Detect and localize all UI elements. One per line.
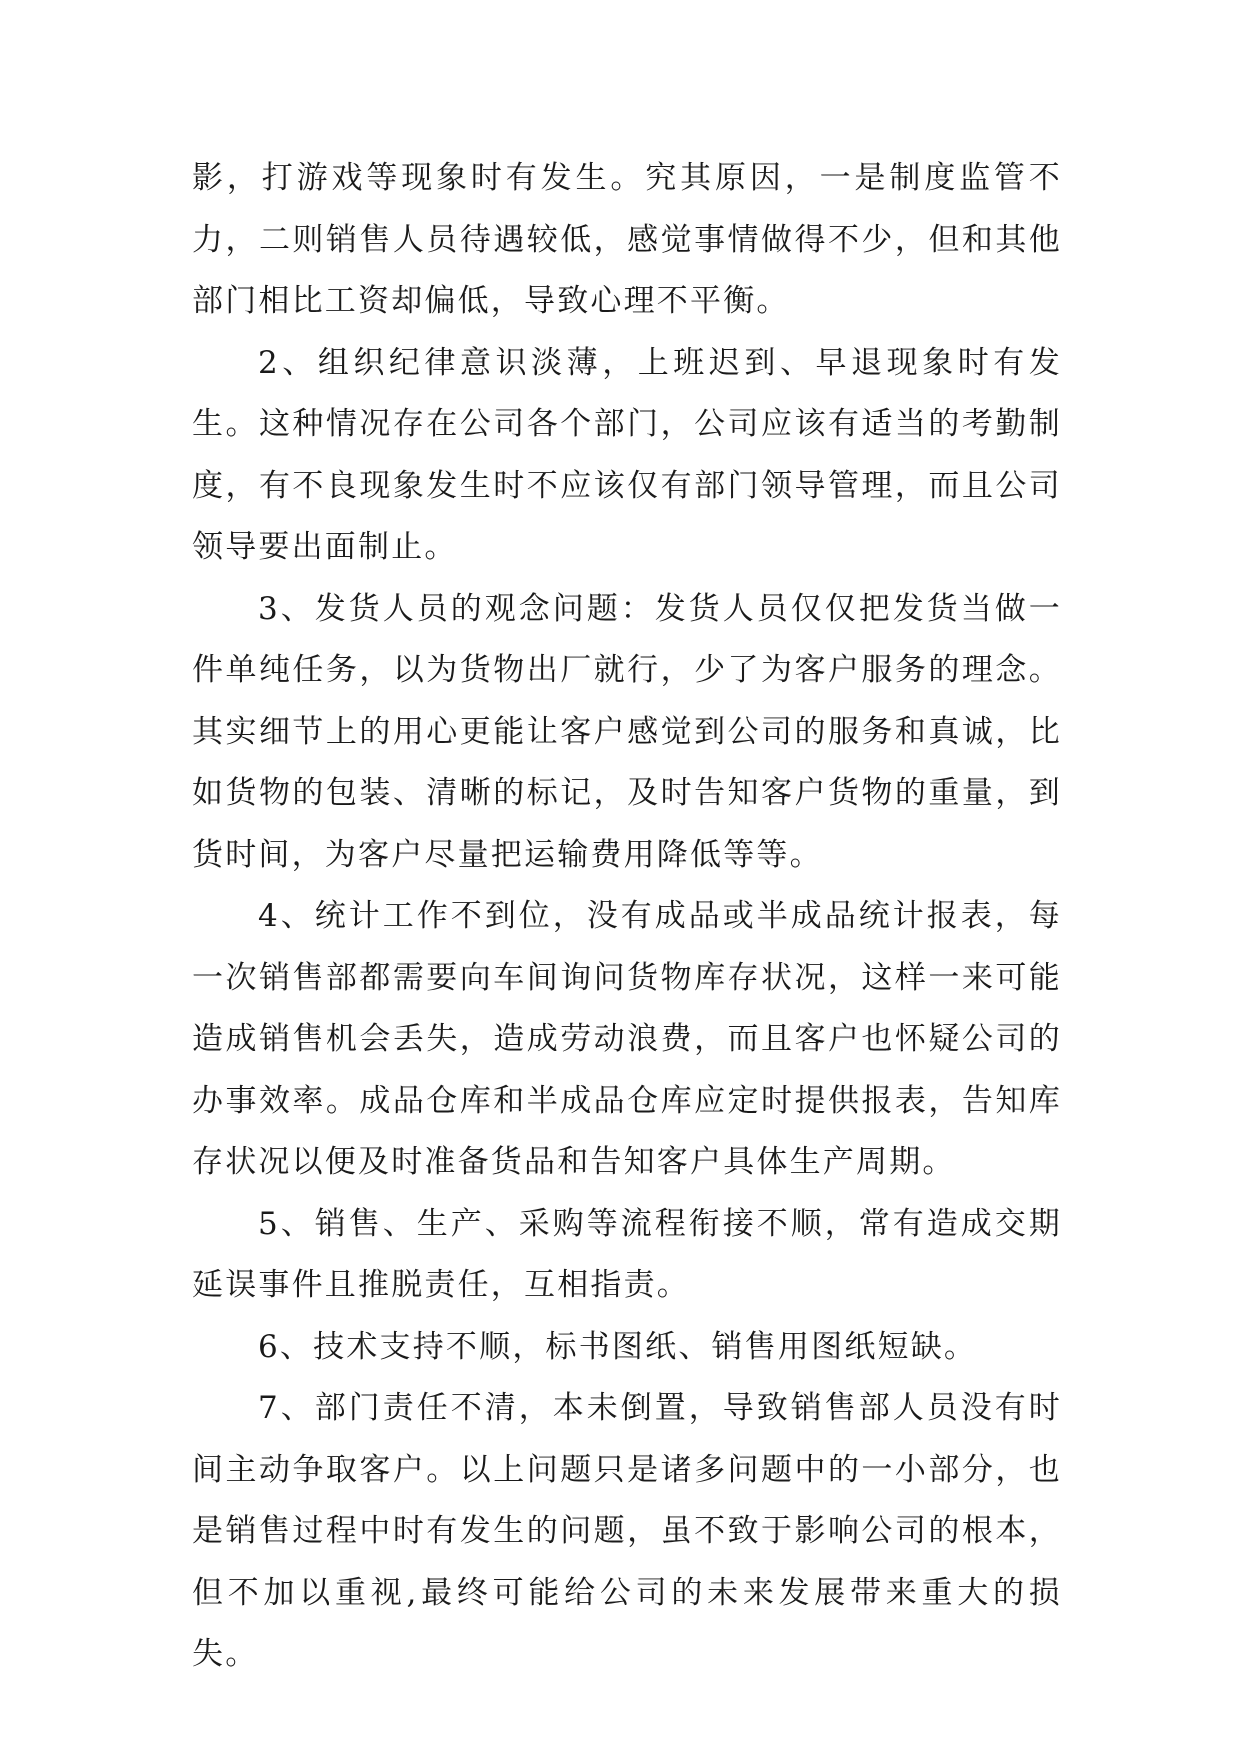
paragraph-continuation: 影，打游戏等现象时有发生。究其原因，一是制度监管不力，二则销售人员待遇较低，感觉事情做得不少，但和其他部门相比工资却偏低，导致心理不平衡。 [192, 160, 1062, 319]
paragraph-item-7: 7、部门责任不清，本未倒置，导致销售部人员没有时间主动争取客户。以上问题只是诸多问题中的一小部分，也是销售过程中时有发生的问题，虽不致于影响公司的根本，但不加以重视,最终可能给公司的未来发展带来重大的损失。 [192, 1390, 1062, 1672]
document-body [192, 148, 1062, 1686]
paragraph-item-3: 3、发货人员的观念问题：发货人员仅仅把发货当做一件单纯任务，以为货物出厂就行，少了为客户服务的理念。其实细节上的用心更能让客户感觉到公司的服务和真诚，比如货物的包装、清晰的标记，及时告知客户货物的重量，到货时间，为客户尽量把运输费用降低等等。 [192, 590, 1062, 873]
paragraph-item-2: 2、组织纪律意识淡薄，上班迟到、早退现象时有发生。这种情况存在公司各个部门，公司应该有适当的考勤制度，有不良现象发生时不应该仅有部门领导管理，而且公司领导要出面制止。 [192, 344, 1062, 565]
paragraph-item-4: 4、统计工作不到位，没有成品或半成品统计报表，每一次销售部都需要向车间询问货物库存状况，这样一来可能造成销售机会丢失，造成劳动浪费，而且客户也怀疑公司的办事效率。成品仓库和半成品仓库应定时提供报表，告知库存状况以便及时准备货品和告知客户具体生产周期。 [192, 898, 1062, 1180]
paragraph-item-6: 6、技术支持不顺，标书图纸、销售用图纸短缺。 [258, 1328, 978, 1365]
paragraph-item-5: 5、销售、生产、采购等流程衔接不顺，常有造成交期延误事件且推脱责任，互相指责。 [192, 1205, 1062, 1303]
